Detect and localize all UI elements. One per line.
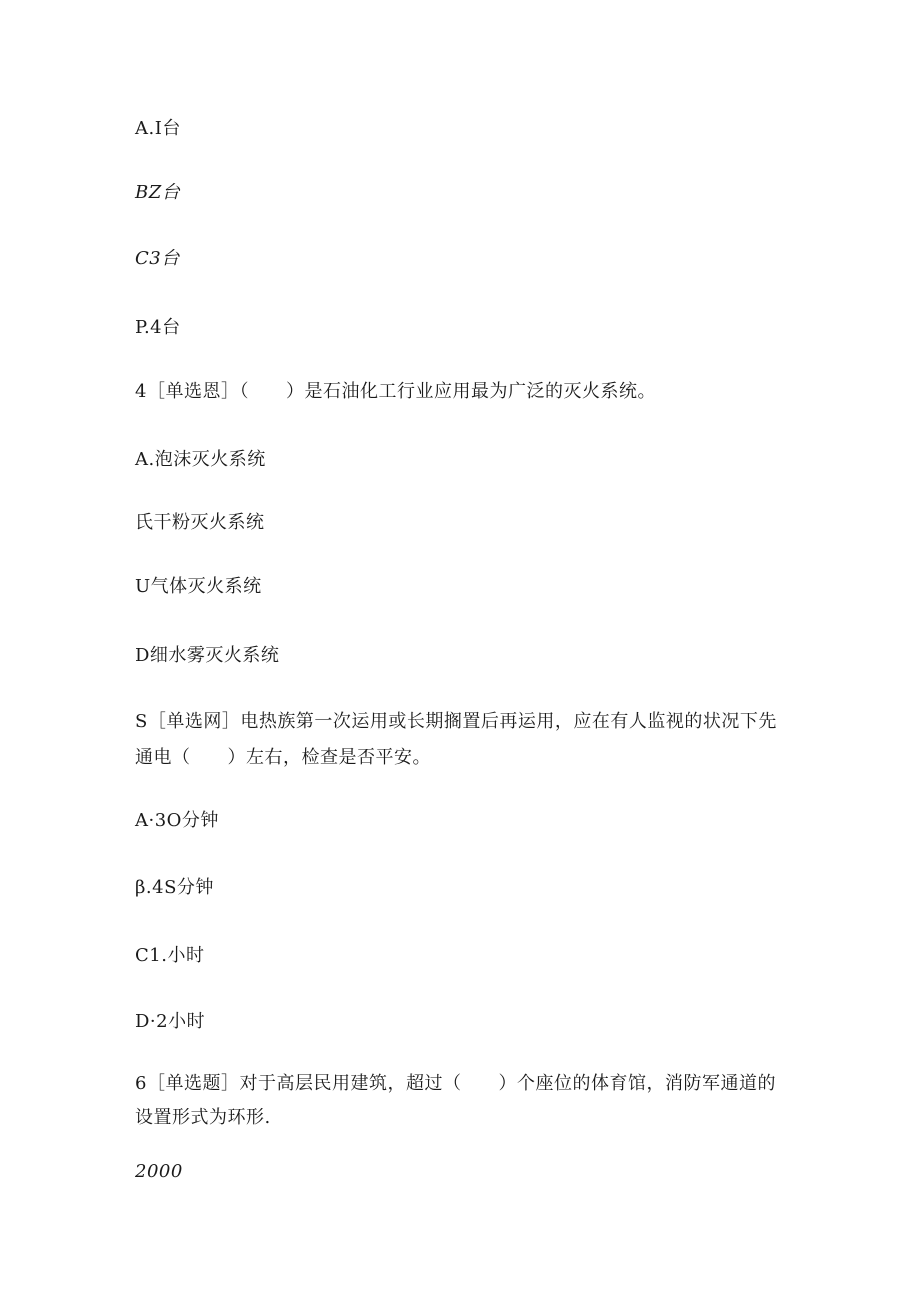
option-c-q4: U气体灭火系统 [135, 576, 262, 597]
option-b-q4: 氏干粉灭火系统 [135, 512, 265, 533]
question-5-line-1: S［单选网］电热族第一次运用或长期搁置后再运用，应在有人监视的状况下先 [135, 711, 777, 732]
option-a-q6: 2000 [135, 1161, 183, 1182]
option-d-q3: P.4台 [135, 317, 181, 338]
option-a-q4: A.泡沫灭火系统 [135, 449, 266, 470]
option-c-q5: C1.小时 [135, 945, 205, 966]
question-6-line-2: 设置形式为环形. [135, 1107, 271, 1128]
option-c-q3: C3台 [135, 248, 180, 269]
question-5-line-2: 通电（ ）左右，检查是否平安。 [135, 747, 431, 768]
option-b-q3: BZ台 [135, 182, 181, 203]
option-a-q5: A·3O分钟 [135, 810, 219, 831]
option-d-q4: D细水雾灭火系统 [135, 645, 280, 666]
question-4: 4［单选恩］（ ）是石油化工行业应用最为广泛的灭火系统。 [135, 381, 656, 402]
option-b-q5: β.4S分钟 [135, 877, 214, 898]
question-6-line-1: 6［单选题］对于高层民用建筑，超过（ ）个座位的体育馆，消防军通道的 [135, 1073, 776, 1094]
option-a-q3: A.I台 [135, 118, 181, 139]
option-d-q5: D·2小时 [135, 1011, 206, 1032]
